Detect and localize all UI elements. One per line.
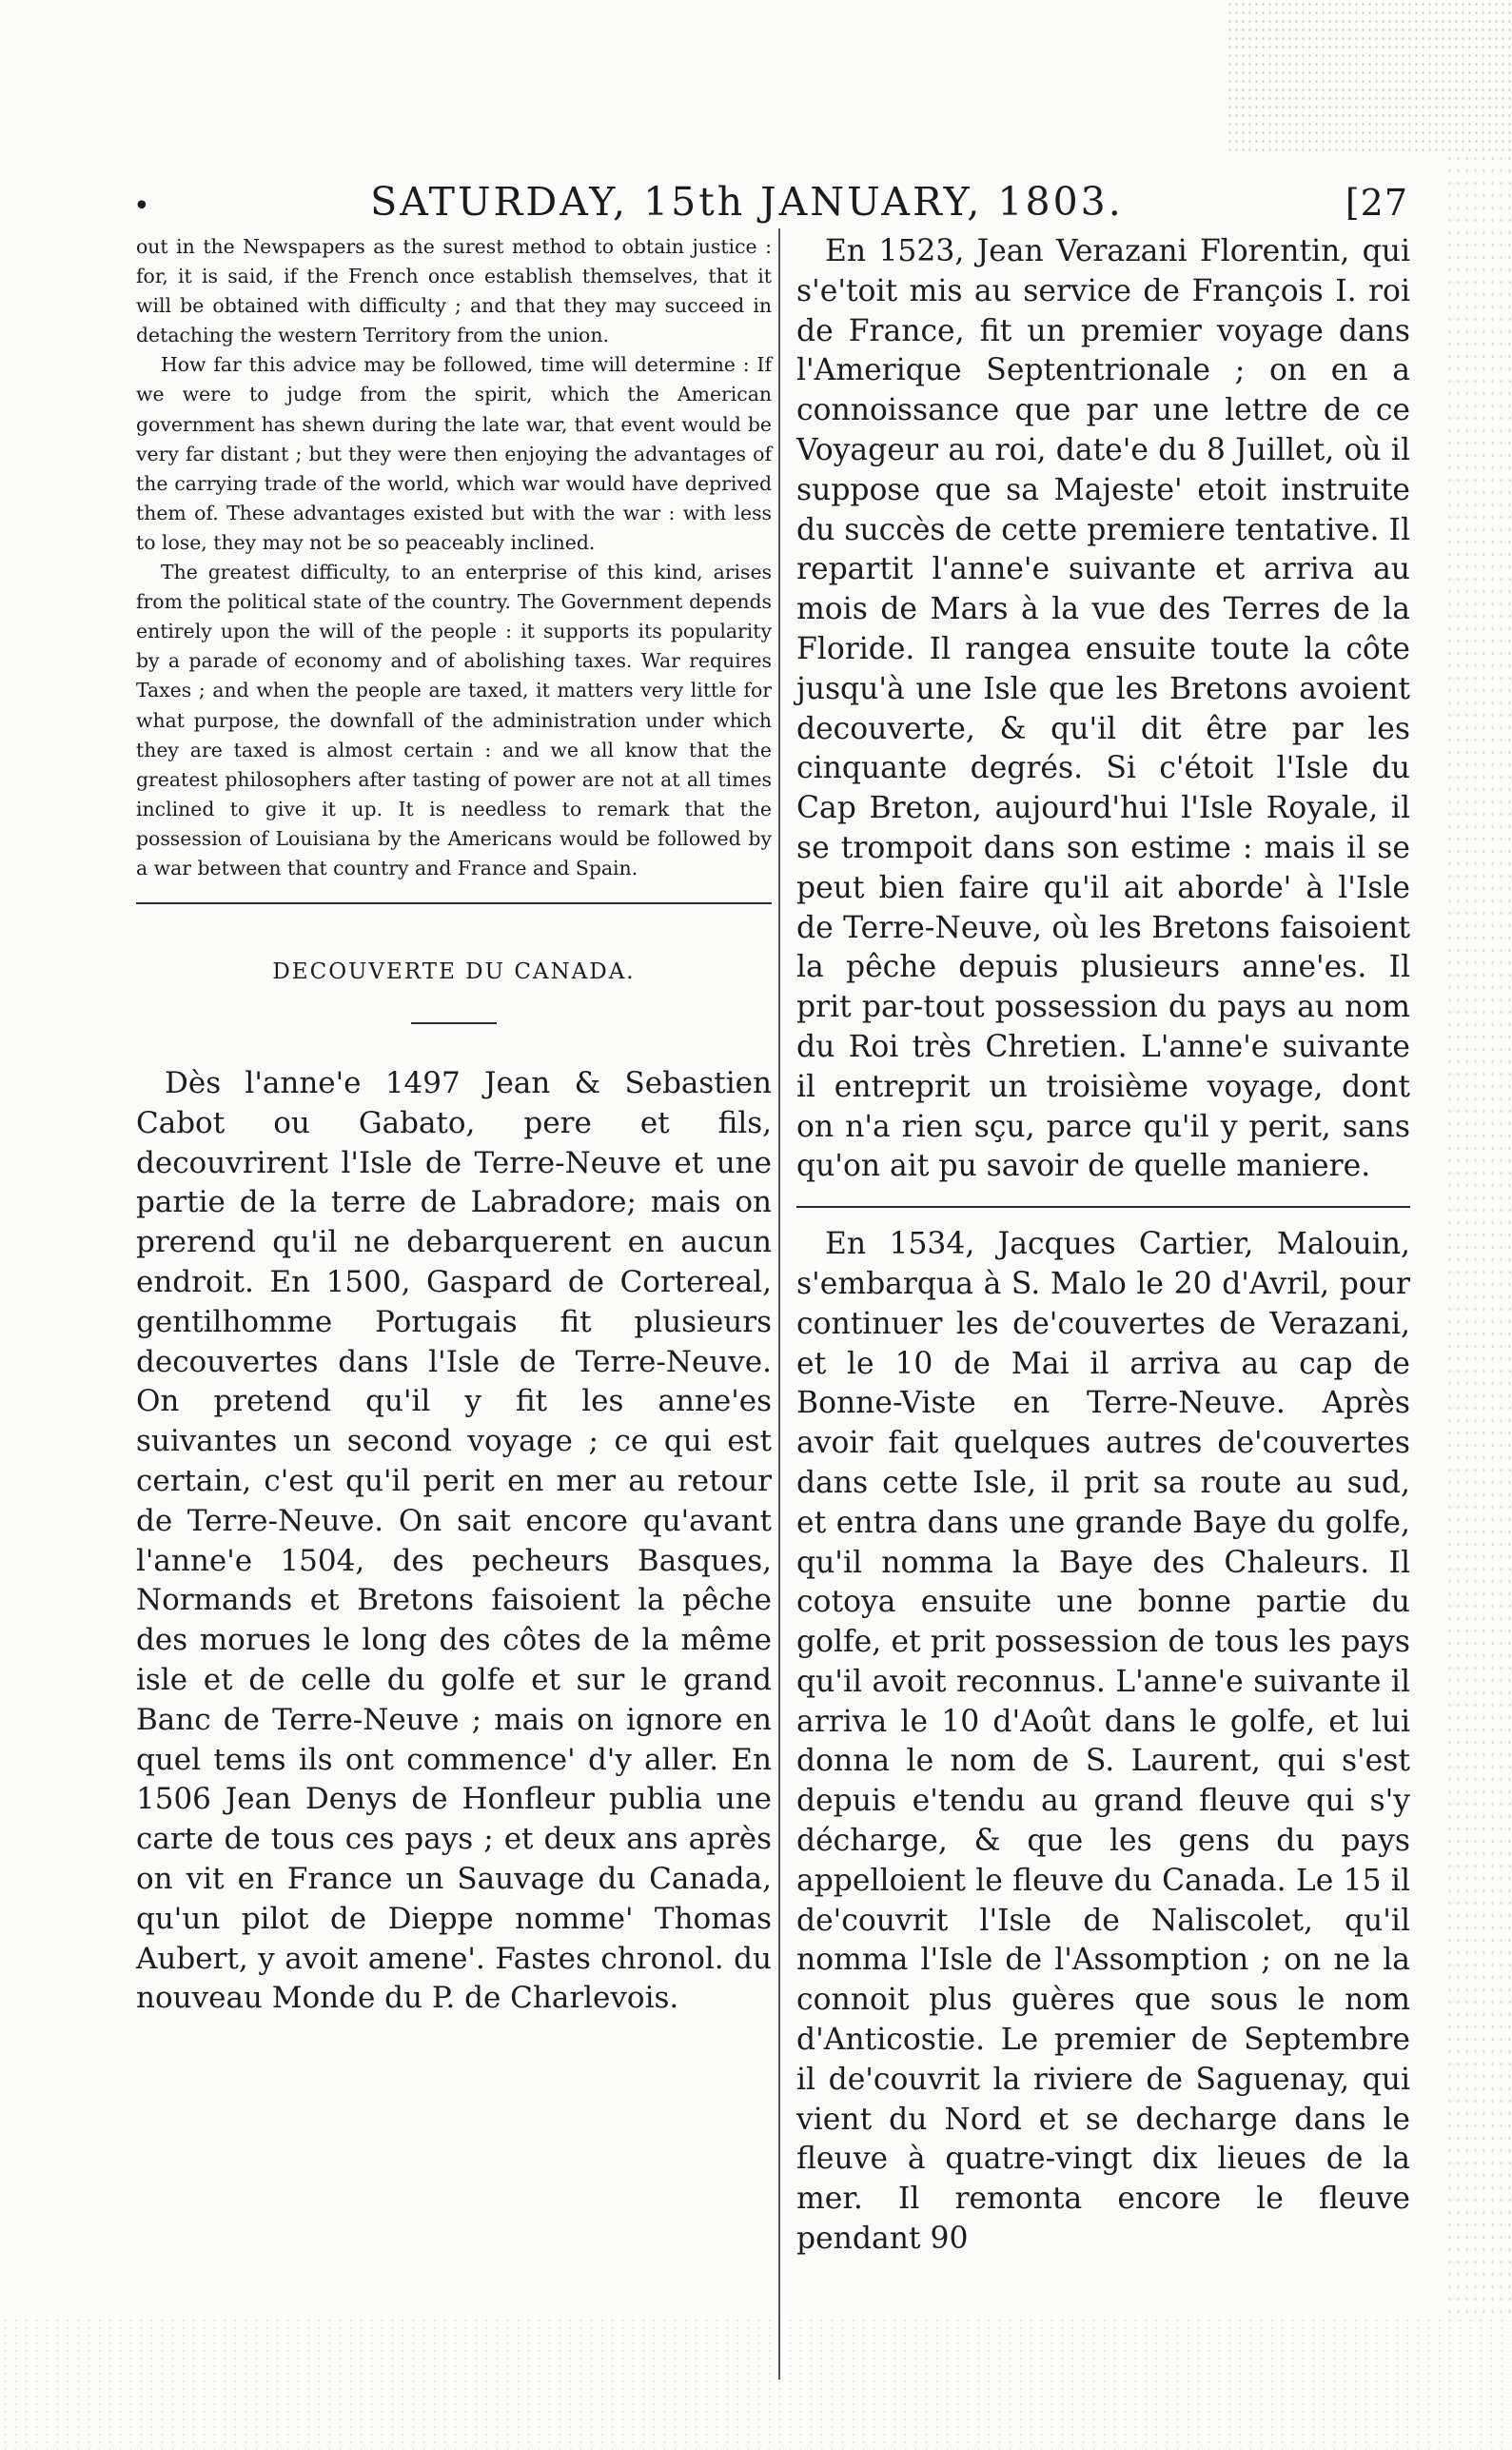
right-column xyxy=(796,232,1410,2260)
date-line: SATURDAY, 15th JANUARY, 1803. xyxy=(370,179,1124,225)
paper-speckle-bottom xyxy=(0,2317,1512,2450)
article-end-rule xyxy=(136,902,772,904)
header-mark: • xyxy=(133,189,153,223)
column-divider xyxy=(778,228,780,2380)
french-paragraph: En 1523, Jean Verazani Florentin, qui s'e'toit mis au service de François I. roi de France, fit un premier voyage dans l'Amerique Septentrionale ; on en a connoissance que par une lettre de ce Voyageur au roi, date'e du 8 Juillet, où il suppose que sa Majeste' etoit instruite du succès de cette premiere tentative. Il repartit l'anne'e suivante et arriva au mois de Mars à la vue des Terres de la Floride. Il rangea ensuite toute la côte jusqu'à une Isle que les Bretons avoient decouverte, & qu'il dit être par les cinquante degrés. Si c'étoit l'Isle du Cap Breton, aujourd'hui l'Isle Royale, il se trompoit dans son estime : mais il se peut bien faire qu'il ait aborde' à l'Isle de Terre-Neuve, où les Bretons faisoient la pêche depuis plusieurs anne'es. Il prit par-tout possession du pays au nom du Roi très Chretien. L'anne'e suivante il entreprit un troisième voyage, dont on n'a rien sçu, parce qu'il y perit, sans qu'on ait pu savoir de quelle maniere. xyxy=(796,234,1410,1184)
paper-speckle-right xyxy=(1445,152,1512,2322)
article-paragraph: How far this advice may be followed, time will determine : If we were to judge from the spirit, which the American government has shewn during the late war, that event would be very far distant ; but they were then enjoying the advantages of the carrying trade of the world, which war would have deprived them of. These advantages existed but with the war : with less to lose, they may not be so peaceably inclined. xyxy=(136,353,772,554)
article-paragraph: The greatest difficulty, to an enterprise of this kind, arises from the political state of the country. The Government depends entirely upon the will of the people : it supports its popularity by a parade of economy and of abolishing taxes. War requires Taxes ; and when the people are taxed, it matters very little for what purpose, the downfall of the administration under which they are taxed is almost certain : and we all know that the greatest philosophers after tasting of power are not at all times inclined to give it up. It is needless to remark that the possession of Louisiana by the Americans would be followed by a war between that country and France and Spain. xyxy=(136,561,772,879)
section-title: DECOUVERTE DU CANADA. xyxy=(272,959,636,985)
article-paragraph: out in the Newspapers as the surest method to obtain justice : for, it is said, if the French once establish themselves, that it will be obtained with difficulty ; and that they may succeed in detaching the western Territory from the union. xyxy=(136,235,772,347)
page-number: [27 xyxy=(1345,182,1408,224)
french-paragraph: Dès l'anne'e 1497 Jean & Sebastien Cabot ou Gabato, pere et fils, decouvrirent l'Isle de Terre-Neuve et une partie de la terre de Labradore; mais on prerend qu'il ne debarquerent en aucun endroit. En 1500, Gaspard de Cortereal, gentilhomme Portugais fit plusieurs decouvertes dans l'Isle de Terre-Neuve. On pretend qu'il y fit les anne'es suivantes un second voyage ; ce qui est certain, c'est qu'il perit en mer au retour de Terre-Neuve. On sait encore qu'avant l'anne'e 1504, des pecheurs Basques, Normands et Bretons faisoient la pêche des morues le long des côtes de la même isle et de celle du golfe et sur le grand Banc de Terre-Neuve ; mais on ignore en quel tems ils ont commence' d'y aller. En 1506 Jean Denys de Honfleur publia une carte de tous ces pays ; et deux ans après on vit en France un Sauvage du Canada, qu'un pilot de Dieppe nomme' Thomas Aubert, y avoit amene'. Fastes chronol. du nouveau Monde du P. de Charlevois. xyxy=(136,1066,772,2016)
page-header xyxy=(133,179,1408,225)
french-paragraph: En 1534, Jacques Cartier, Malouin, s'embarqua à S. Malo le 20 d'Avril, pour continuer les de'couvertes de Verazani, et le 10 de Mai il arriva au cap de Bonne-Viste en Terre-Neuve. Après avoir fait quelques autres de'couvertes dans cette Isle, il prit sa route au sud, et entra dans une grande Baye du golfe, qu'il nomma la Baye des Chaleurs. Il cotoya ensuite une bonne partie du golfe, et prit possession de tous les pays qu'il avoit reconnus. L'anne'e suivante il arriva le 10 d'Août dans le golfe, et lui donna le nom de S. Laurent, qui s'est depuis e'tendu au grand fleuve qui s'y décharge, & que les gens du pays appelloient le fleuve du Canada. Le 15 il de'couvrit l'Isle de Naliscolet, qu'il nomma l'Isle de l'Assomption ; on ne la connoit plus guères que sous le nom d'Anticostie. Le premier de Septembre il de'couvrit la riviere de Saguenay, qui vient du Nord et se decharge dans le fleuve à quatre-vingt dix lieues de la mer. Il remonta encore le fleuve pendant 90 xyxy=(796,1227,1410,2257)
paragraph-rule xyxy=(796,1206,1410,1208)
left-column xyxy=(136,232,772,2019)
title-rule xyxy=(411,1022,497,1024)
paper-speckle-top xyxy=(1227,0,1512,152)
